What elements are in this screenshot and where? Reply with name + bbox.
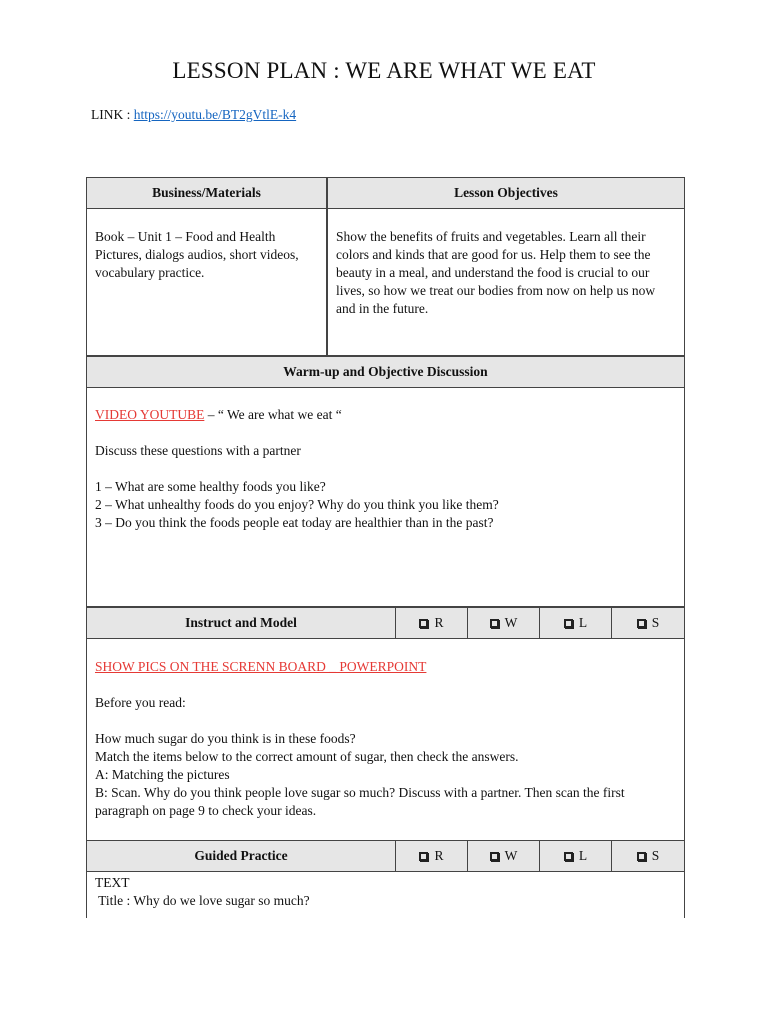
instruct-body	[87, 639, 684, 840]
question-3: 3 – Do you think the foods people eat today are healthier than in the past?	[95, 515, 494, 530]
instruct-header: Instruct and Model	[87, 608, 396, 638]
warmup-body	[87, 388, 684, 606]
guided-skill-r[interactable]: R	[396, 841, 468, 871]
page-title: LESSON PLAN : WE ARE WHAT WE EAT	[172, 58, 596, 83]
checkbox-icon[interactable]	[637, 619, 646, 628]
video-youtube-link[interactable]: VIDEO YOUTUBE	[95, 407, 205, 422]
instruct-header-row	[87, 608, 684, 639]
question-1: 1 – What are some healthy foods you like?	[95, 479, 326, 494]
lesson-table	[86, 177, 685, 918]
checkbox-icon[interactable]	[419, 852, 428, 861]
guided-text-label: TEXT	[95, 875, 130, 890]
question-2: 2 – What unhealthy foods do you enjoy? Why do you think you like them?	[95, 497, 499, 512]
materials-text: Book – Unit 1 – Food and Health Pictures, dialogs audios, short videos, vocabulary practice.	[87, 209, 328, 355]
instruct-line-4: B: Scan. Why do you think people love sugar so much? Discuss with a partner. Then scan the first paragraph on page 9 to check your ideas.	[95, 785, 625, 818]
warmup-body-row	[87, 388, 684, 608]
warmup-header-row	[87, 357, 684, 388]
checkbox-icon[interactable]	[564, 852, 573, 861]
checkbox-icon[interactable]	[564, 619, 573, 628]
objectives-text: Show the benefits of fruits and vegetables. Learn all their colors and kinds that are good for us. Help them to see the beauty in a meal, and understand the food is crucial to our lives, so how we treat our bodies from now on help us now and in the future.	[336, 229, 656, 316]
discuss-prompt: Discuss these questions with a partner	[95, 443, 301, 458]
warmup-header: Warm-up and Objective Discussion	[283, 364, 488, 379]
checkbox-icon[interactable]	[490, 619, 499, 628]
guided-skill-w[interactable]: W	[468, 841, 540, 871]
instruct-skill-r[interactable]: R	[396, 608, 468, 638]
video-line	[95, 406, 676, 424]
link-line	[91, 107, 296, 123]
video-title: – “ We are what we eat “	[207, 407, 342, 422]
instruct-skill-s[interactable]: S	[612, 608, 684, 638]
instruct-line-3: A: Matching the pictures	[95, 767, 230, 782]
show-pics-link[interactable]: SHOW PICS ON THE SCRENN BOARD _ POWERPOINT	[95, 659, 427, 674]
instruct-skill-w[interactable]: W	[468, 608, 540, 638]
guided-header: Guided Practice	[87, 841, 396, 871]
guided-body	[87, 872, 684, 918]
checkbox-icon[interactable]	[490, 852, 499, 861]
link-label: LINK :	[91, 107, 134, 122]
instruct-body-row	[87, 639, 684, 841]
instruct-skill-l[interactable]: L	[540, 608, 612, 638]
guided-skill-s[interactable]: S	[612, 841, 684, 871]
materials-header-row	[87, 178, 684, 209]
guided-title-line: Title : Why do we love sugar so much?	[95, 893, 310, 908]
youtube-link[interactable]: https://youtu.be/BT2gVtlE-k4	[133, 107, 297, 122]
materials-header: Business/Materials	[87, 178, 328, 208]
checkbox-icon[interactable]	[419, 619, 428, 628]
objectives-header: Lesson Objectives	[454, 185, 558, 200]
checkbox-icon[interactable]	[637, 852, 646, 861]
instruct-line-2: Match the items below to the correct amount of sugar, then check the answers.	[95, 749, 519, 764]
instruct-line-1: How much sugar do you think is in these foods?	[95, 731, 356, 746]
guided-header-row	[87, 841, 684, 872]
materials-body-row	[87, 209, 684, 357]
before-read: Before you read:	[95, 695, 186, 710]
guided-skill-l[interactable]: L	[540, 841, 612, 871]
